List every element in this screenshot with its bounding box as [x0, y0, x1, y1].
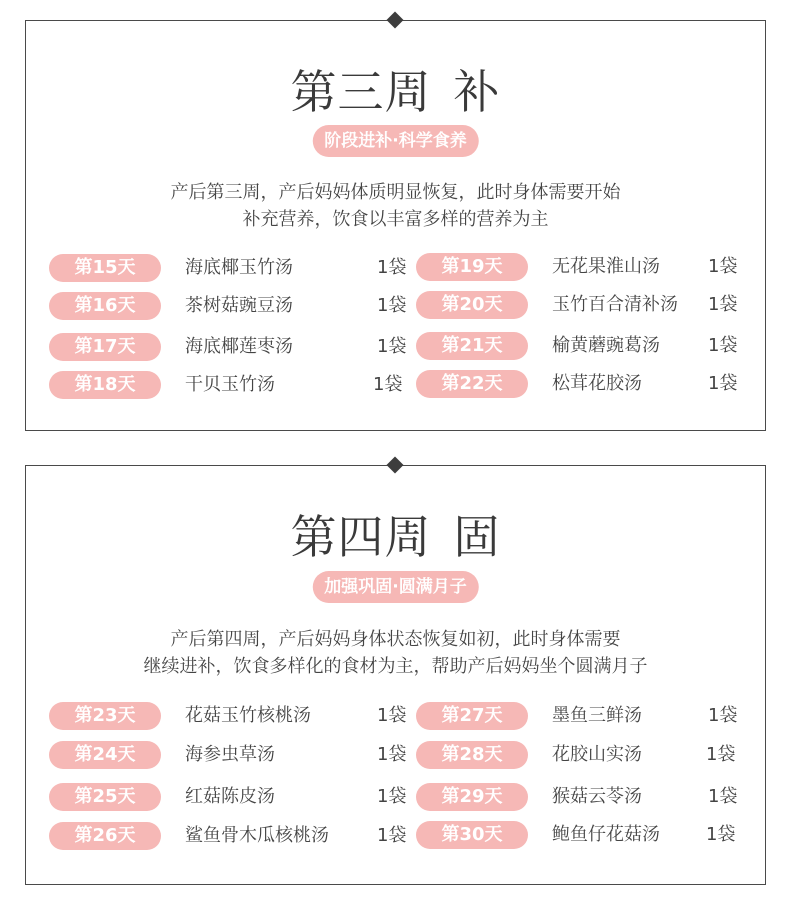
soup-quantity: 1袋	[708, 256, 738, 277]
day-badge: 第17天	[49, 333, 161, 361]
soup-name: 海底椰玉竹汤	[185, 257, 293, 278]
day-badge: 第30天	[416, 821, 528, 849]
week3-slogan: 阶段进补·科学食养	[312, 125, 478, 157]
soup-quantity: 1袋	[377, 744, 407, 765]
soup-quantity: 1袋	[377, 257, 407, 278]
week4-desc-line-2: 继续进补，饮食多样化的食材为主，帮助产后妈妈坐个圆满月子	[143, 656, 648, 677]
soup-name: 花菇玉竹核桃汤	[185, 705, 311, 726]
week4-title	[26, 501, 765, 567]
day-badge: 第26天	[49, 822, 161, 850]
soup-name: 海底椰莲枣汤	[185, 336, 293, 357]
week3-title-main: 第三周	[290, 65, 432, 119]
week3-desc-line-2: 补充营养，饮食以丰富多样的营养为主	[242, 209, 549, 230]
day-badge: 第27天	[416, 702, 528, 730]
diamond-ornament-icon	[387, 12, 404, 29]
week4-desc-line-1: 产后第四周，产后妈妈身体状态恢复如初，此时身体需要	[170, 629, 621, 650]
soup-name: 海参虫草汤	[185, 744, 275, 765]
soup-name: 无花果淮山汤	[552, 256, 660, 277]
soup-name: 猴菇云苓汤	[552, 786, 642, 807]
soup-name: 干贝玉竹汤	[185, 374, 275, 395]
soup-quantity: 1袋	[708, 705, 738, 726]
day-badge: 第22天	[416, 370, 528, 398]
soup-quantity: 1袋	[377, 705, 407, 726]
day-badge: 第23天	[49, 702, 161, 730]
day-badge: 第25天	[49, 783, 161, 811]
soup-name: 红菇陈皮汤	[185, 786, 275, 807]
soup-quantity: 1袋	[706, 824, 736, 845]
day-badge: 第21天	[416, 332, 528, 360]
day-badge: 第15天	[49, 254, 161, 282]
week3-description	[26, 179, 765, 233]
soup-quantity: 1袋	[708, 786, 738, 807]
day-badge: 第28天	[416, 741, 528, 769]
soup-name: 鲨鱼骨木瓜核桃汤	[185, 825, 329, 846]
week3-desc-line-1: 产后第三周，产后妈妈体质明显恢复，此时身体需要开始	[170, 182, 621, 203]
soup-quantity: 1袋	[708, 294, 738, 315]
soup-name: 茶树菇豌豆汤	[185, 295, 293, 316]
week4-card	[25, 465, 766, 885]
week3-card	[25, 20, 766, 431]
soup-quantity: 1袋	[706, 744, 736, 765]
day-badge: 第20天	[416, 291, 528, 319]
soup-name: 松茸花胶汤	[552, 373, 642, 394]
week3-title-char: 补	[453, 65, 501, 119]
soup-name: 榆黄蘑豌葛汤	[552, 335, 660, 356]
week4-title-char: 固	[453, 510, 501, 564]
soup-name: 鲍鱼仔花菇汤	[552, 824, 660, 845]
soup-quantity: 1袋	[708, 335, 738, 356]
soup-quantity: 1袋	[377, 295, 407, 316]
week4-slogan: 加强巩固·圆满月子	[312, 571, 478, 603]
soup-quantity: 1袋	[377, 336, 407, 357]
soup-quantity: 1袋	[708, 373, 738, 394]
soup-name: 玉竹百合清补汤	[552, 294, 678, 315]
week3-title	[26, 56, 765, 122]
week4-title-main: 第四周	[290, 510, 432, 564]
week4-description	[26, 626, 765, 680]
soup-name: 墨鱼三鲜汤	[552, 705, 642, 726]
soup-quantity: 1袋	[377, 825, 407, 846]
diamond-ornament-icon	[387, 457, 404, 474]
day-badge: 第18天	[49, 371, 161, 399]
day-badge: 第19天	[416, 253, 528, 281]
soup-name: 花胶山实汤	[552, 744, 642, 765]
soup-quantity: 1袋	[373, 374, 403, 395]
soup-quantity: 1袋	[377, 786, 407, 807]
day-badge: 第16天	[49, 292, 161, 320]
day-badge: 第29天	[416, 783, 528, 811]
day-badge: 第24天	[49, 741, 161, 769]
